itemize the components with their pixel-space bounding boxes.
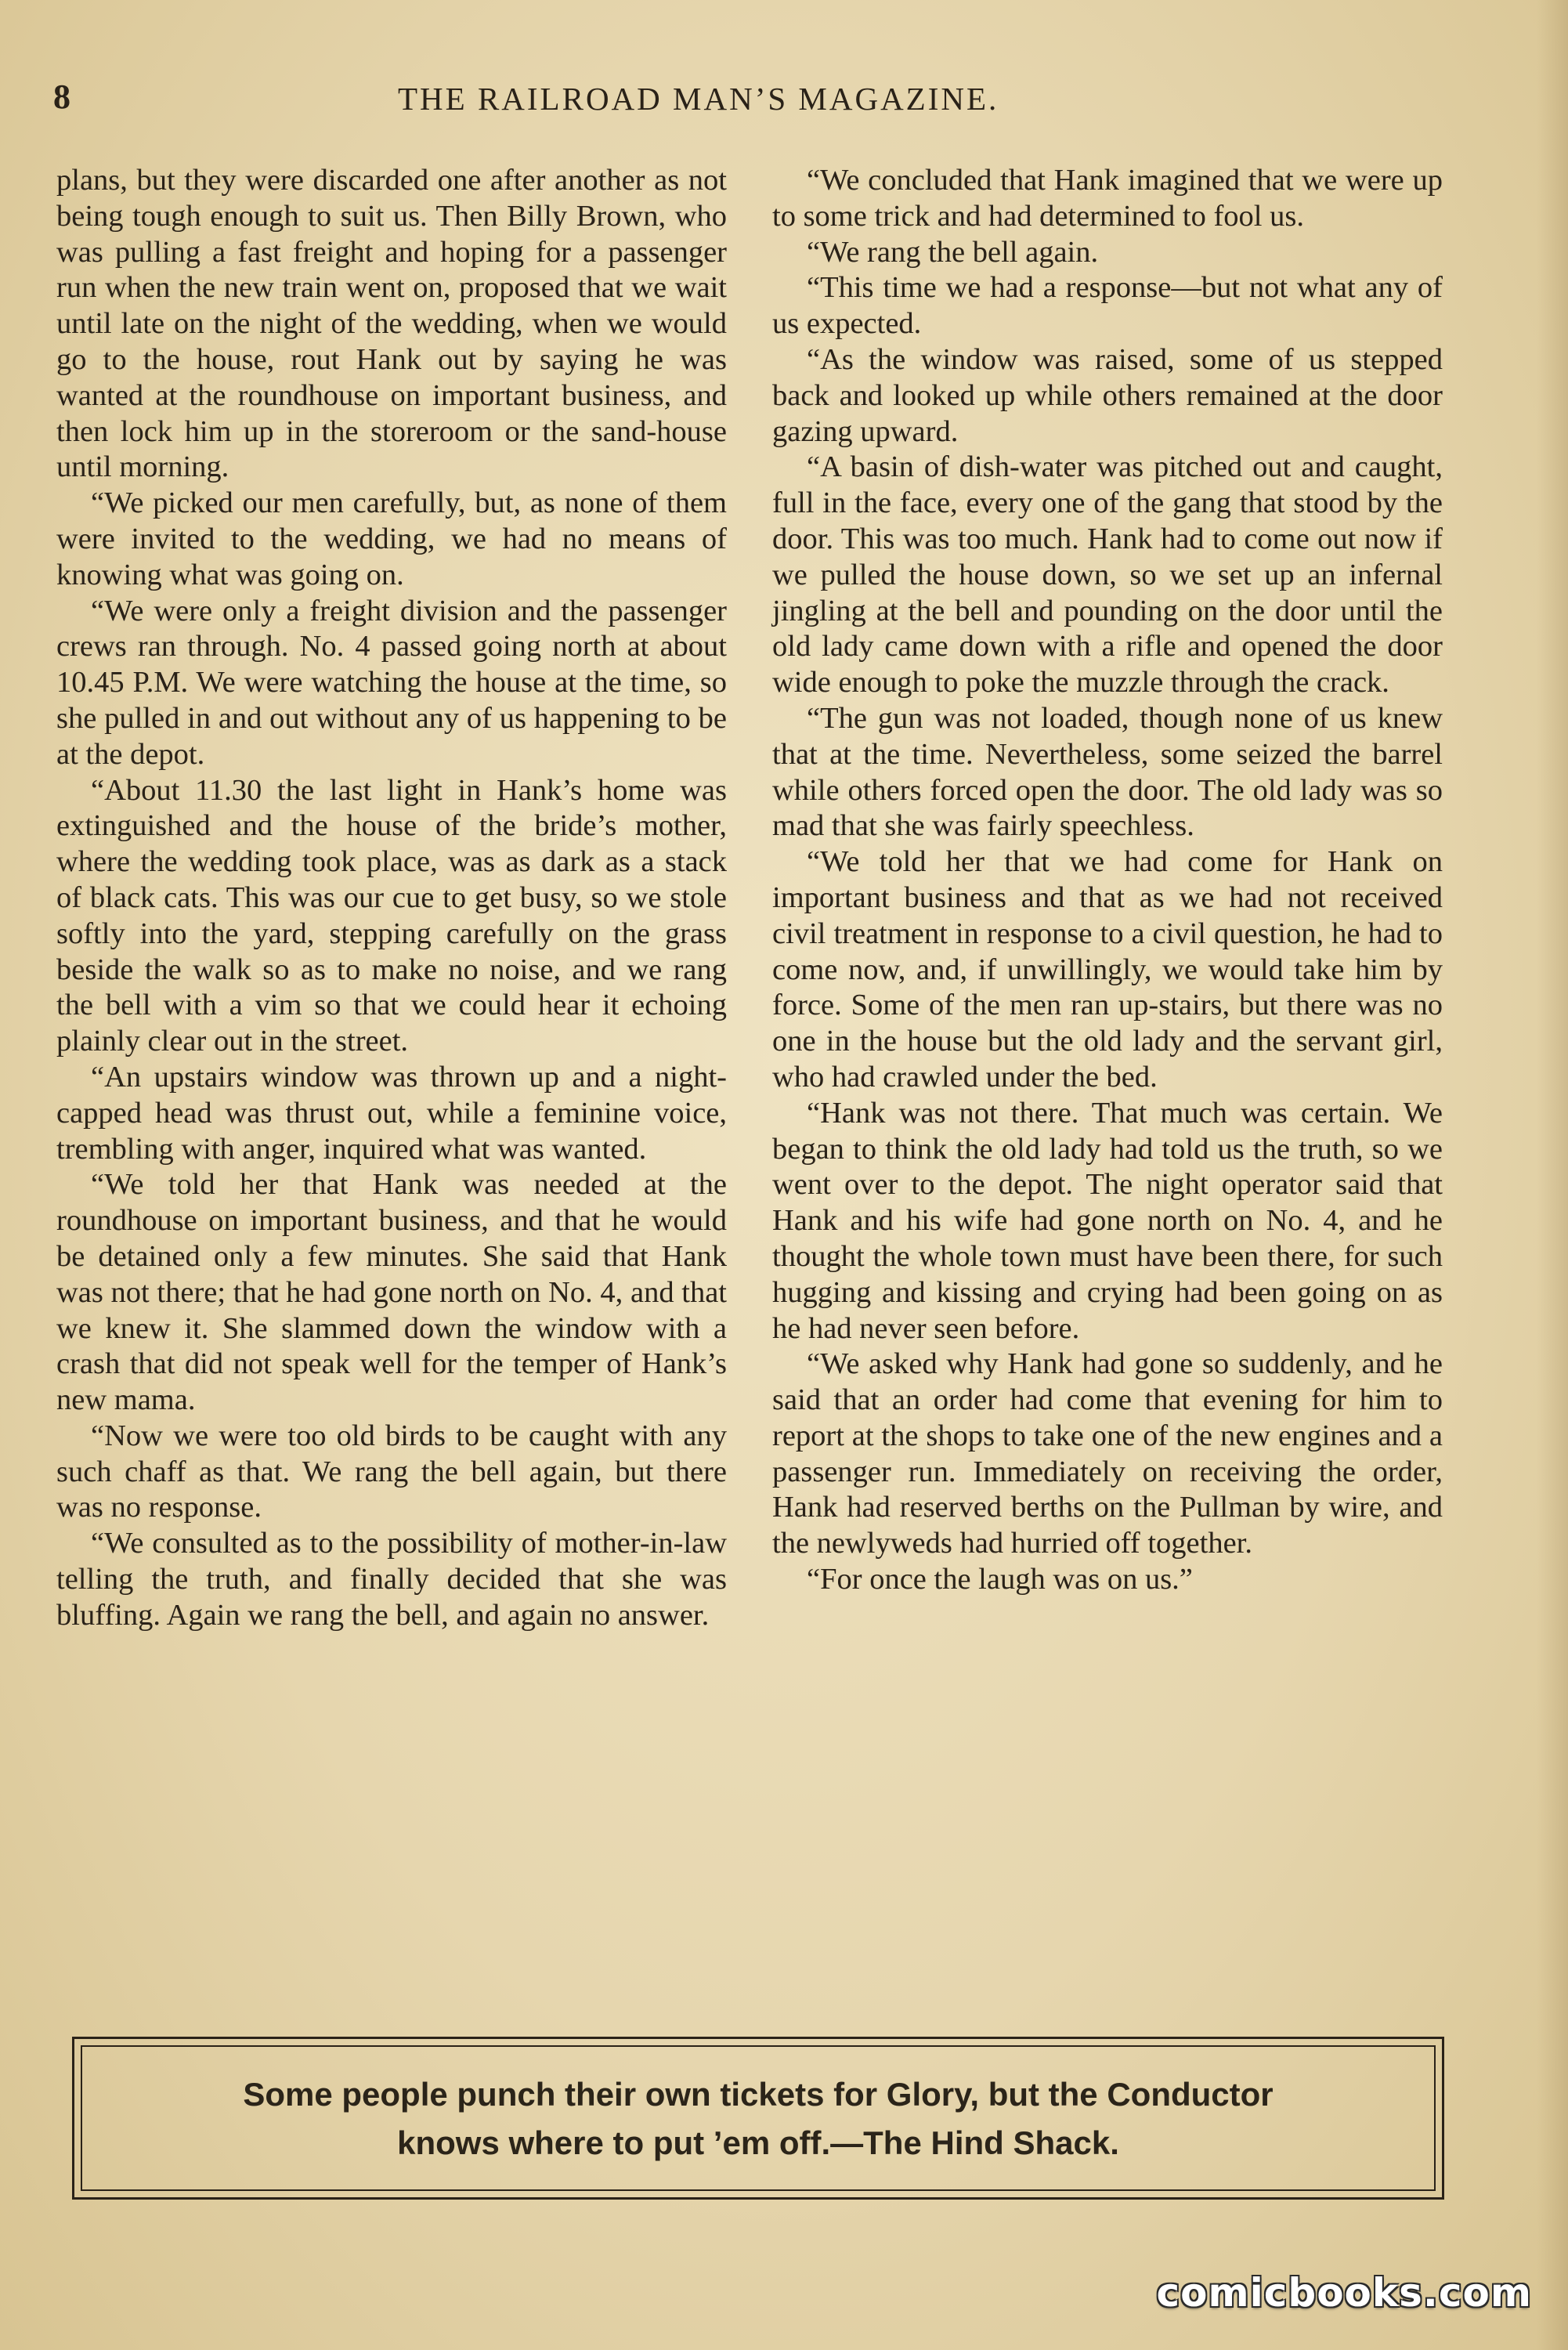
paragraph: “We told her that Hank was needed at the roundhouse on important business, and that he would be detained only a few minutes. She said that Hank was not there; that he had gone north on No. 4, and that we knew it. She slammed down the window with a crash that did not speak well for the temper of Hank’s new mama.: [56, 1168, 727, 1417]
paragraph: “For once the laugh was on us.”: [807, 1563, 1193, 1596]
left-column: [56, 163, 727, 1634]
quote-line: Some people punch their own tickets for Glory, but the Conductor: [243, 2076, 1274, 2113]
paragraph: “As the window was raised, some of us stepped back and looked up while others remained at the door gazing upward.: [772, 342, 1443, 448]
page-number: 8: [53, 78, 71, 116]
quote-line: knows where to put ’em off.—The Hind Shack.: [397, 2124, 1119, 2161]
paragraph: “About 11.30 the last light in Hank’s home was extinguished and the house of the bride’s mother, where the wedding took place, was as dark as a stack of black cats. This was our cue to get busy, so we stole softly into the yard, stepping carefully on the grass beside the walk so as to make no noise, and we rang the bell with a vim so that we could hear it echoing plainly clear out in the street.: [56, 773, 727, 1058]
paragraph: “The gun was not loaded, though none of us knew that at the time. Nevertheless, some seized the barrel while others forced open the door. The old lady was so mad that she was fairly speechless.: [772, 701, 1443, 843]
paragraph: “We were only a freight division and the passenger crews ran through. No. 4 passed going north at about 10.45 P.M. We were watching the house at the time, so she pulled in and out without any of us happening to be at the depot.: [56, 594, 727, 771]
paragraph: “This time we had a response—but not what any of us expected.: [772, 271, 1443, 341]
paragraph: “We told her that we had come for Hank on important business and that as we had not received civil treatment in response to a civil question, he had to come now, and, if unwillingly, we would take him by force. Some of the men ran up-stairs, but there was no one in the house but the old lady and the servant girl, who had crawled under the bed.: [772, 845, 1443, 1094]
page-edge-shadow: [1537, 0, 1568, 2350]
paragraph: “Hank was not there. That much was certain. We began to think the old lady had told us the truth, so we went over to the depot. The night operator said that Hank and his wife had gone north on No. 4, and he thought the whole town must have been there, for such hugging and kissing and crying had been going on as he had never seen before.: [772, 1096, 1443, 1345]
paragraph: “We picked our men carefully, but, as none of them were invited to the wedding, we had no means of knowing what was going on.: [56, 486, 727, 591]
paragraph: “We rang the bell again.: [807, 235, 1099, 269]
magazine-title: THE RAILROAD MAN’S MAGAZINE.: [398, 81, 999, 117]
paragraph: “A basin of dish-water was pitched out and caught, full in the face, every one of the gang that stood by the door. This was too much. Hank had to come out now if we pulled the house down, so we set up an infernal jingling at the bell and pounding on the door until the old lady came down with a rifle and opened the door wide enough to poke the muzzle through the crack.: [772, 450, 1443, 700]
filler-quote-box: [72, 2037, 1444, 2200]
paragraph: “An upstairs window was thrown up and a night-capped head was thrust out, while a feminine voice, trembling with anger, inquired what was wanted.: [56, 1060, 727, 1166]
paragraph: “We asked why Hank had gone so suddenly, and he said that an order had come that evening for him to report at the shops to take one of the new engines and a passenger run. Immediately on receiving the order, Hank had reserved berths on the Pullman by wire, and the newlyweds had hurried off together.: [772, 1347, 1443, 1560]
paragraph: “Now we were too old birds to be caught with any such chaff as that. We rang the bell again, but there was no response.: [56, 1419, 727, 1524]
filler-quote: [106, 2070, 1411, 2167]
paragraph: plans, but they were discarded one after another as not being tough enough to suit us. Then Billy Brown, who was pulling a fast freight and hoping for a passenger run when the new train went on, proposed that we wait until late on the night of the wedding, when we would go to the house, rout Hank out by saying he was wanted at the roundhouse on important business, and then lock him up in the storeroom or the sand-house until morning.: [56, 164, 727, 484]
right-column: [772, 163, 1443, 1598]
watermark: comicbooks.com: [1156, 2270, 1532, 2316]
paragraph: “We concluded that Hank imagined that we were up to some trick and had determined to fool us.: [772, 164, 1443, 233]
paragraph: “We consulted as to the possibility of mother-in-law telling the truth, and finally decided that she was bluffing. Again we rang the bell, and again no answer.: [56, 1527, 727, 1632]
running-head: [53, 77, 1463, 124]
